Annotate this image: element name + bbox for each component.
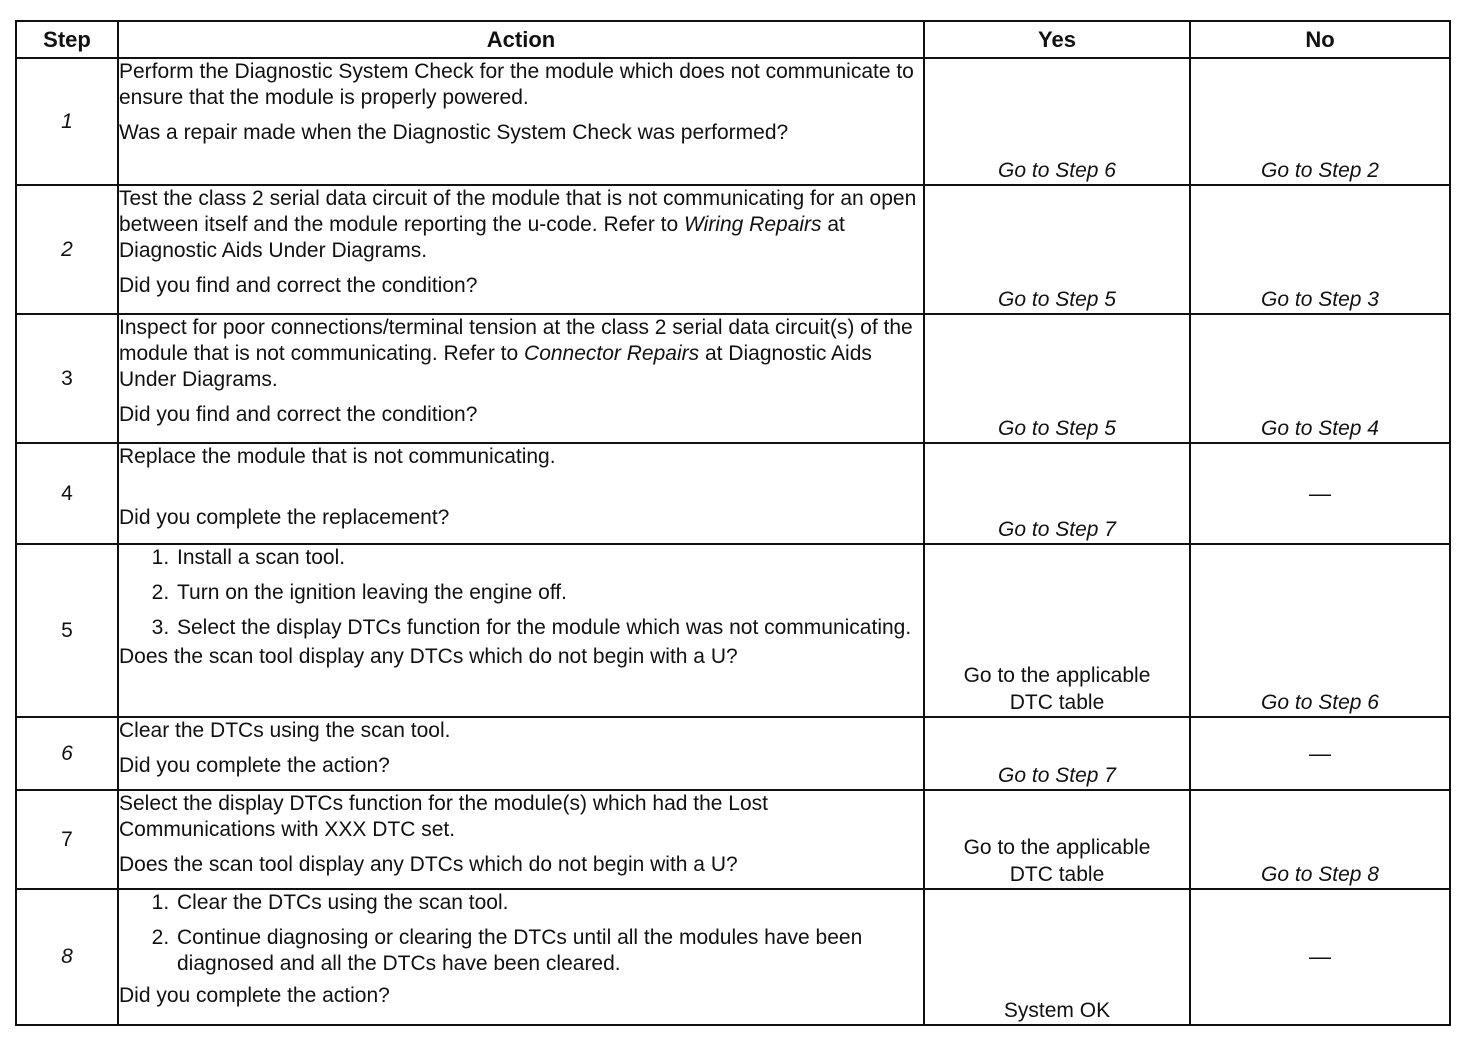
action-cell: [118, 185, 924, 314]
list-item: 2. Continue diagnosing or clearing the DTCs until all the modules have been diagnosed and all the DTCs have been cleared.: [175, 925, 923, 977]
action-text: Replace the module that is not communicating.: [119, 445, 556, 468]
action-text: Perform the Diagnostic System Check for the module which does not communicate to ensure that the module is properly powered.: [119, 60, 914, 109]
action-text: Clear the DTCs using the scan tool.: [119, 719, 451, 742]
action-cell: [118, 889, 924, 1025]
action-cell: [118, 314, 924, 443]
action-cell: [118, 717, 924, 790]
no-result: Go to Step 6: [1190, 544, 1450, 717]
action-cell: [118, 443, 924, 544]
no-result: Go to Step 3: [1190, 185, 1450, 314]
action-question: Did you complete the action?: [119, 984, 390, 1007]
no-result: Go to Step 8: [1190, 790, 1450, 889]
step-number: 5: [16, 544, 118, 717]
diagnostic-table: [15, 20, 1451, 1026]
action-question: Did you find and correct the condition?: [119, 403, 478, 426]
step-number: 1: [16, 58, 118, 185]
step-number: 4: [16, 443, 118, 544]
no-result: [1190, 889, 1450, 1025]
header-yes: Yes: [924, 21, 1190, 58]
table-row: [16, 58, 1450, 185]
action-question: Was a repair made when the Diagnostic System Check was performed?: [119, 121, 789, 144]
yes-result: Go to Step 5: [924, 314, 1190, 443]
dash-placeholder: —: [1309, 740, 1331, 766]
list-item: 2. Turn on the ignition leaving the engine off.: [175, 580, 923, 606]
dash-placeholder: —: [1309, 480, 1331, 506]
action-text: Select the display DTCs function for the module(s) which had the Lost Communications with XXX DTC set.: [119, 792, 768, 841]
header-no: No: [1190, 21, 1450, 58]
action-text: Inspect for poor connections/terminal tension at the class 2 serial data circuit(s) of the module that is not communicating. Refer to Connector Repairs at Diagnostic Aids Under Diagrams.: [119, 316, 913, 391]
no-result: [1190, 717, 1450, 790]
table-row: [16, 443, 1450, 544]
step-number: 8: [16, 889, 118, 1025]
step-number: 7: [16, 790, 118, 889]
action-question: Did you complete the replacement?: [119, 506, 450, 529]
table-row: [16, 717, 1450, 790]
step-number: 6: [16, 717, 118, 790]
table-row: [16, 889, 1450, 1025]
action-cell: [118, 790, 924, 889]
yes-result: Go to Step 5: [924, 185, 1190, 314]
list-item: 3. Select the display DTCs function for the module which was not communicating.: [175, 615, 923, 641]
action-text: Test the class 2 serial data circuit of the module that is not communicating for an open between itself and the module reporting the u-code. Refer to Wiring Repairs at Diagnostic Aids Under Diagrams.: [119, 187, 917, 262]
table-row: [16, 185, 1450, 314]
step-number: 2: [16, 185, 118, 314]
step-number: 3: [16, 314, 118, 443]
yes-result: Go to Step 7: [924, 443, 1190, 544]
action-question: Did you complete the action?: [119, 754, 390, 777]
table-row: [16, 544, 1450, 717]
reference-link-text: Connector Repairs: [524, 342, 700, 365]
table-row: [16, 314, 1450, 443]
list-item: 1. Install a scan tool.: [175, 545, 923, 571]
action-question: Does the scan tool display any DTCs which do not begin with a U?: [119, 645, 738, 668]
header-action: Action: [118, 21, 924, 58]
yes-result: Go to Step 6: [924, 58, 1190, 185]
action-cell: [118, 544, 924, 717]
table-row: [16, 790, 1450, 889]
yes-result: Go to the applicable DTC table: [924, 790, 1190, 889]
action-question: Did you find and correct the condition?: [119, 274, 478, 297]
action-steps-list: [119, 890, 923, 977]
header-row: [16, 21, 1450, 58]
action-steps-list: [119, 545, 923, 641]
dash-placeholder: —: [1309, 944, 1331, 969]
reference-link-text: Wiring Repairs: [684, 213, 822, 236]
no-result: [1190, 443, 1450, 544]
yes-result: Go to the applicable DTC table: [924, 544, 1190, 717]
action-cell: [118, 58, 924, 185]
no-result: Go to Step 2: [1190, 58, 1450, 185]
list-item: 1. Clear the DTCs using the scan tool.: [175, 890, 923, 916]
header-step: Step: [16, 21, 118, 58]
no-result: Go to Step 4: [1190, 314, 1450, 443]
action-question: Does the scan tool display any DTCs which do not begin with a U?: [119, 853, 738, 876]
yes-result: System OK: [924, 889, 1190, 1025]
yes-result: Go to Step 7: [924, 717, 1190, 790]
